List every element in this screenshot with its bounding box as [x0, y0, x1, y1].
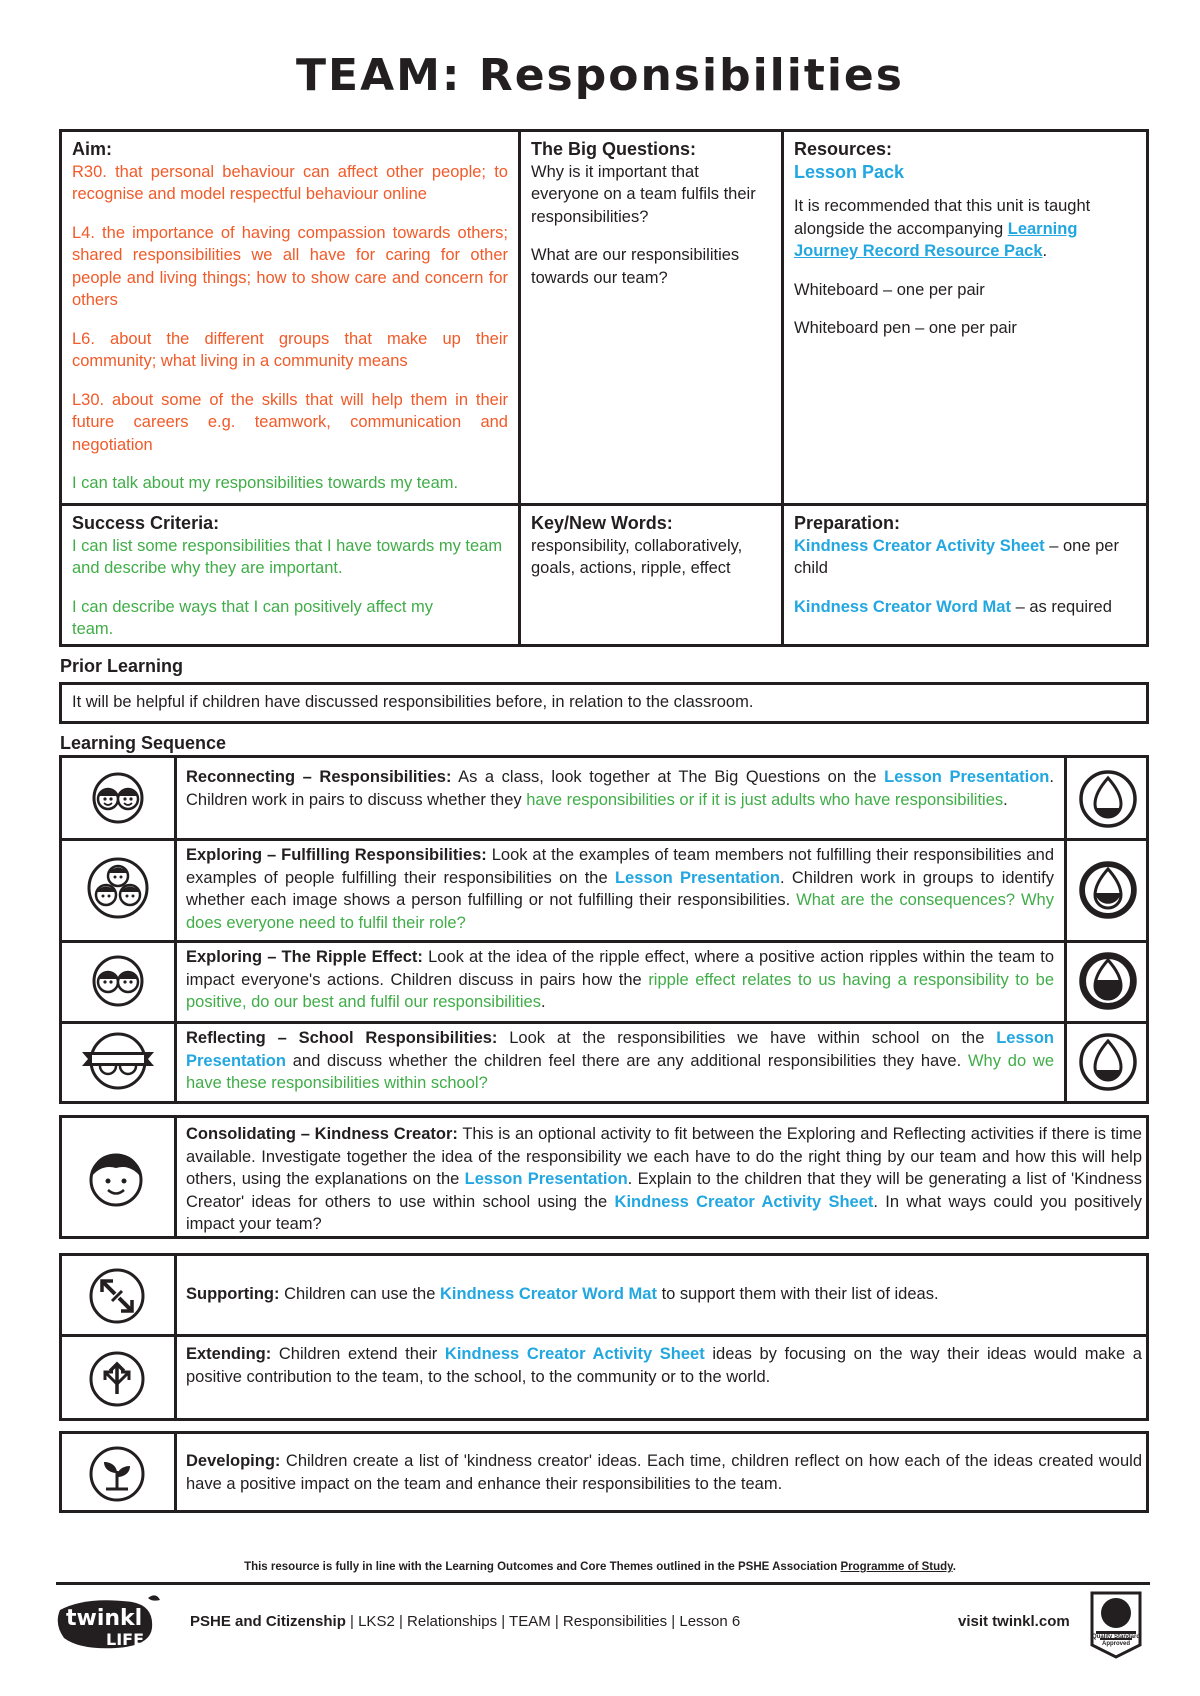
preparation-note: – as required [1010, 597, 1112, 616]
developing-text [186, 1450, 1142, 1495]
reconnecting-body: . Children work in pairs to discuss whether they [186, 768, 1054, 809]
supporting-body: to support them with their list of ideas. [656, 1285, 939, 1303]
big-question: Why is it important that everyone on a team fulfils their responsibilities? [531, 162, 756, 226]
extending-body: ideas by focusing on the way their ideas would make a positive contribution to the team, to the school, to the community or to the world. [186, 1345, 1142, 1386]
reconnecting-text [186, 766, 1054, 811]
footnote-text: This resource is fully in line with the Learning Outcomes and Core Themes outlined in the PSHE Association [244, 1561, 841, 1573]
big-questions-cell [521, 132, 781, 503]
exploring-ripple-body: Look at the idea of the ripple effect, where a positive action ripples within the team to impact everyone's actions. Children discuss in pairs how the [186, 948, 1054, 989]
reflecting-body: Look at the responsibilities we have within school on the [497, 1029, 997, 1047]
word-mat-link[interactable]: Kindness Creator Word Mat [440, 1285, 657, 1303]
activity-sheet-link[interactable]: Kindness Creator Activity Sheet [794, 536, 1045, 555]
exploring-ripple-body: . [540, 993, 546, 1011]
quality-standard-badge [1086, 1589, 1146, 1661]
icon-column-divider [174, 1256, 177, 1418]
footnote-end: . [952, 1561, 956, 1573]
big-questions-heading: The Big Questions: [531, 139, 697, 159]
recommendation-text: It is recommended that this unit is taught alongside the accompanying [794, 197, 1091, 238]
preparation-item [794, 535, 1136, 580]
page-title: TEAM: Responsibilities [296, 50, 904, 101]
extending-title: Extending: [186, 1345, 272, 1363]
exploring-fulfilling-text [186, 844, 1054, 934]
word-mat-link[interactable]: Kindness Creator Word Mat [794, 597, 1011, 616]
reflecting-body: and discuss whether the children feel there are any additional responsibilities they have. [285, 1051, 968, 1070]
preparation-cell [784, 506, 1146, 644]
key-words-heading: Key/New Words: [531, 513, 673, 533]
icon-column-divider [1064, 758, 1067, 1101]
prior-learning-text: It will be helpful if children have discussed responsibilities before, in relation to the classroom. [72, 693, 754, 711]
row-divider [62, 1021, 1146, 1024]
reflecting-question: Why do we have these responsibilities within school? [186, 1051, 1054, 1092]
resources-recommendation [794, 195, 1136, 263]
reconnecting-body: . [1003, 790, 1008, 809]
developing-title: Developing: [186, 1452, 281, 1470]
exploring-fulfilling-body: Look at the examples of team members not fulfilling their responsibilities and examples of people fulfilling their responsibilities on the [186, 846, 1054, 887]
lesson-pack-link[interactable]: Lesson Pack [794, 161, 905, 182]
aim-item: L30. about some of the skills that will help them in their future careers e.g. teamwork, communication and negotiation [72, 390, 508, 454]
footer-divider [56, 1582, 1150, 1585]
lesson-presentation-link[interactable]: Lesson Presentation [614, 868, 780, 887]
visit-twinkl-link[interactable]: visit twinkl.com [958, 1613, 1070, 1630]
icon-column-divider [174, 1434, 177, 1510]
consolidating-box [59, 1115, 1149, 1239]
aim-item: L4. the importance of having compassion towards others; shared responsibilities we all have for caring for other people and living things; how to show care and concern for others [72, 223, 508, 309]
progress-full-icon [1078, 1032, 1138, 1092]
reconnecting-body: As a class, look together at The Big Questions on the [451, 768, 885, 786]
pair-faces-icon [88, 954, 148, 1008]
footer-course-info [190, 1613, 740, 1630]
progress-half-icon [1078, 860, 1138, 920]
footer-details: | LKS2 | Relationships | TEAM | Responsibilities | Lesson 6 [345, 1613, 741, 1630]
lesson-presentation-link[interactable]: Lesson Presentation [464, 1170, 628, 1188]
aim-heading: Aim: [72, 139, 112, 159]
resource-item: Whiteboard pen – one per pair [794, 319, 1017, 337]
reconnecting-title: Reconnecting – Responsibilities: [186, 768, 452, 786]
child-face-icon [86, 1148, 146, 1208]
extending-body: Children extend their [271, 1345, 445, 1363]
row-divider [62, 940, 1146, 943]
icon-column-divider [174, 1118, 177, 1236]
supporting-text [186, 1283, 1142, 1306]
consolidating-body: . Explain to the children that they will be generating a list of 'Kindness Creator' ideas for others to use within school using the [186, 1170, 1142, 1211]
resources-cell [784, 132, 1146, 503]
consolidating-body: . In what ways could you positively impact your team? [186, 1192, 1142, 1233]
exploring-ripple-title: Exploring – The Ripple Effect: [186, 948, 423, 966]
recommendation-end: . [1042, 242, 1048, 260]
reflecting-text [186, 1027, 1054, 1095]
row-divider [62, 838, 1146, 841]
badge-caption: Quality Standard Approved [1091, 1634, 1140, 1647]
consolidating-text [186, 1123, 1142, 1236]
footer-subject: PSHE and Citizenship [190, 1613, 346, 1630]
success-criterion: I can list some responsibilities that I have towards my team and describe why they are important. [72, 536, 503, 577]
exploring-fulfilling-body: . Children work in groups to identify whether each image shows a person fulfilling or not fulfilling their responsibilities. [186, 868, 1054, 909]
twinkl-logo-word: twinkl [66, 1606, 143, 1631]
activity-sheet-link[interactable]: Kindness Creator Activity Sheet [444, 1345, 705, 1363]
row-divider [62, 1334, 1146, 1337]
differentiation-box [59, 1253, 1149, 1421]
exploring-fulfilling-title: Exploring – Fulfilling Responsibilities: [186, 846, 487, 864]
resource-item: Whiteboard – one per pair [794, 280, 985, 299]
seedling-icon [88, 1445, 146, 1503]
key-words-cell [521, 506, 781, 644]
programme-of-study-link[interactable]: Programme of Study [840, 1561, 953, 1573]
key-words-list: responsibility, collaboratively, goals, actions, ripple, effect [531, 536, 743, 577]
icon-column-divider [174, 758, 177, 1101]
activity-sheet-link[interactable]: Kindness Creator Activity Sheet [614, 1192, 874, 1211]
pair-faces-icon [88, 772, 148, 824]
preparation-heading: Preparation: [794, 513, 901, 533]
supporting-body: Children can use the [279, 1285, 440, 1303]
prior-learning-label: Prior Learning [60, 656, 184, 676]
supporting-arrows-icon [88, 1267, 146, 1325]
success-criteria-heading: Success Criteria: [72, 513, 220, 533]
developing-box [59, 1431, 1149, 1513]
lesson-presentation-link[interactable]: Lesson Presentation [186, 1029, 1054, 1070]
reflecting-banner-icon [78, 1028, 158, 1094]
progress-three-quarter-icon [1078, 951, 1138, 1011]
twinkl-logo-sub: LIFE [106, 1630, 145, 1649]
success-criterion: I can describe ways that I can positively affect my team. [72, 597, 434, 638]
extending-arrows-icon [88, 1350, 146, 1408]
lesson-presentation-link[interactable]: Lesson Presentation [884, 768, 1050, 786]
resources-heading: Resources: [794, 139, 893, 159]
supporting-title: Supporting: [186, 1285, 280, 1303]
aim-item: L6. about the different groups that make up their community; what living in a community means [72, 329, 508, 370]
prior-learning-box [59, 682, 1149, 724]
aim-cell [62, 132, 518, 503]
exploring-ripple-text [186, 946, 1054, 1014]
group-faces-icon [86, 856, 150, 920]
reflecting-title: Reflecting – School Responsibilities: [186, 1029, 498, 1047]
aim-item: R30. that personal behaviour can affect other people; to recognise and model respectful behaviour online [72, 162, 508, 203]
preparation-item [794, 596, 1136, 619]
reconnecting-question: have responsibilities or if it is just adults who have responsibilities [526, 790, 1004, 809]
learning-sequence-label: Learning Sequence [60, 733, 227, 753]
exploring-fulfilling-question: What are the consequences? Why does everyone need to fulfil their role? [186, 891, 1054, 932]
consolidating-title: Consolidating – Kindness Creator: [186, 1125, 458, 1143]
aim-statement: I can talk about my responsibilities towards my team. [72, 474, 459, 492]
big-question: What are our responsibilities towards our team? [531, 246, 740, 287]
progress-quarter-icon [1078, 769, 1138, 829]
success-criteria-cell [62, 506, 518, 644]
extending-text [186, 1343, 1142, 1388]
developing-body: Children create a list of 'kindness creator' ideas. Each time, children reflect on how each of the ideas created would have a positive impact on the team and enhance their responsibilities to the team. [186, 1452, 1142, 1493]
learning-sequence-box [59, 755, 1149, 1104]
consolidating-body: This is an optional activity to fit between the Exploring and Reflecting activities if there is time available. Investigate together the idea of the responsibility we each have to do the right thing by our team and how this will help others, using the explanations on the [186, 1125, 1142, 1188]
lesson-overview-grid [59, 129, 1149, 647]
pshe-footnote [0, 1561, 1200, 1573]
learning-journey-link[interactable]: Learning Journey Record Resource Pack [794, 219, 1078, 260]
exploring-ripple-question: ripple effect relates to us having a responsibility to be positive, do our best and fulfil our responsibilities [186, 970, 1055, 1011]
preparation-note: – one per child [794, 536, 1119, 577]
